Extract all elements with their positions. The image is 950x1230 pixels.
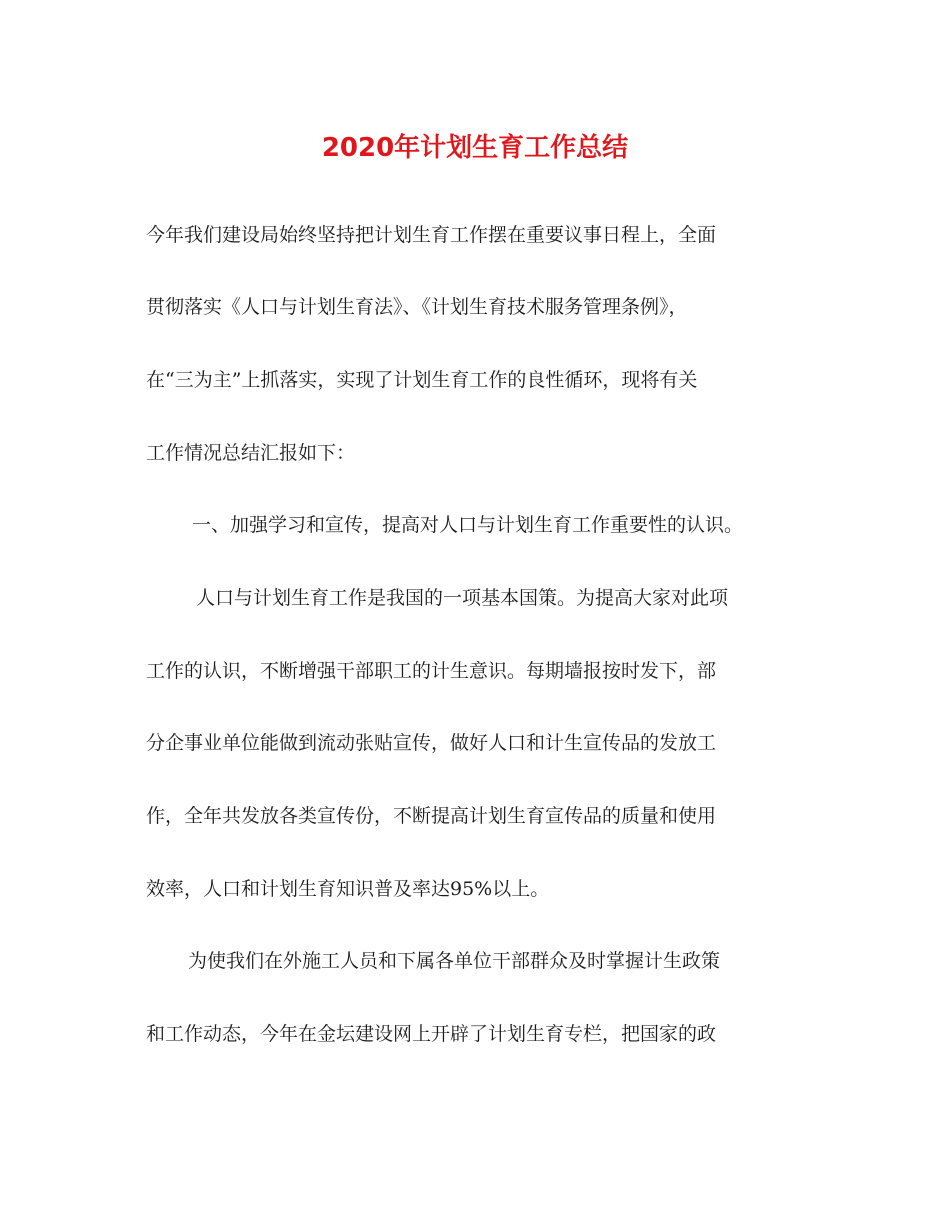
body-line-9: 作，全年共发放各类宣传份，不断提高计划生育宣传品的质量和使用 xyxy=(146,805,717,827)
body-line-1: 今年我们建设局始终坚持把计划生育工作摆在重要议事日程上，全面 xyxy=(146,224,717,246)
body-line-10: 效率，人口和计划生育知识普及率达95%以上。 xyxy=(146,878,550,900)
body-line-7: 工作的认识，不断增强干部职工的计生意识。每期墙报按时发下，部 xyxy=(146,660,717,682)
body-line-8: 分企事业单位能做到流动张贴宣传，做好人口和计生宣传品的发放工 xyxy=(146,732,717,754)
body-line-6: 人口与计划生育工作是我国的一项基本国策。为提高大家对此项 xyxy=(196,587,729,609)
body-line-11: 为使我们在外施工人员和下属各单位干部群众及时掌握计生政策 xyxy=(188,950,721,972)
body-line-2: 贯彻落实《人口与计划生育法》、《计划生育技术服务管理条例》， xyxy=(146,296,688,318)
section-heading-1: 一、加强学习和宣传，提高对人口与计划生育工作重要性的认识。 xyxy=(192,514,744,536)
body-line-3: 在“三为主”上抓落实，实现了计划生育工作的良性循环，现将有关 xyxy=(146,369,698,391)
body-line-12: 和工作动态，今年在金坛建设网上开辟了计划生育专栏，把国家的政 xyxy=(146,1023,717,1045)
body-line-4: 工作情况总结汇报如下： xyxy=(146,442,356,464)
document-title: 2020年计划生育工作总结 xyxy=(321,133,629,163)
